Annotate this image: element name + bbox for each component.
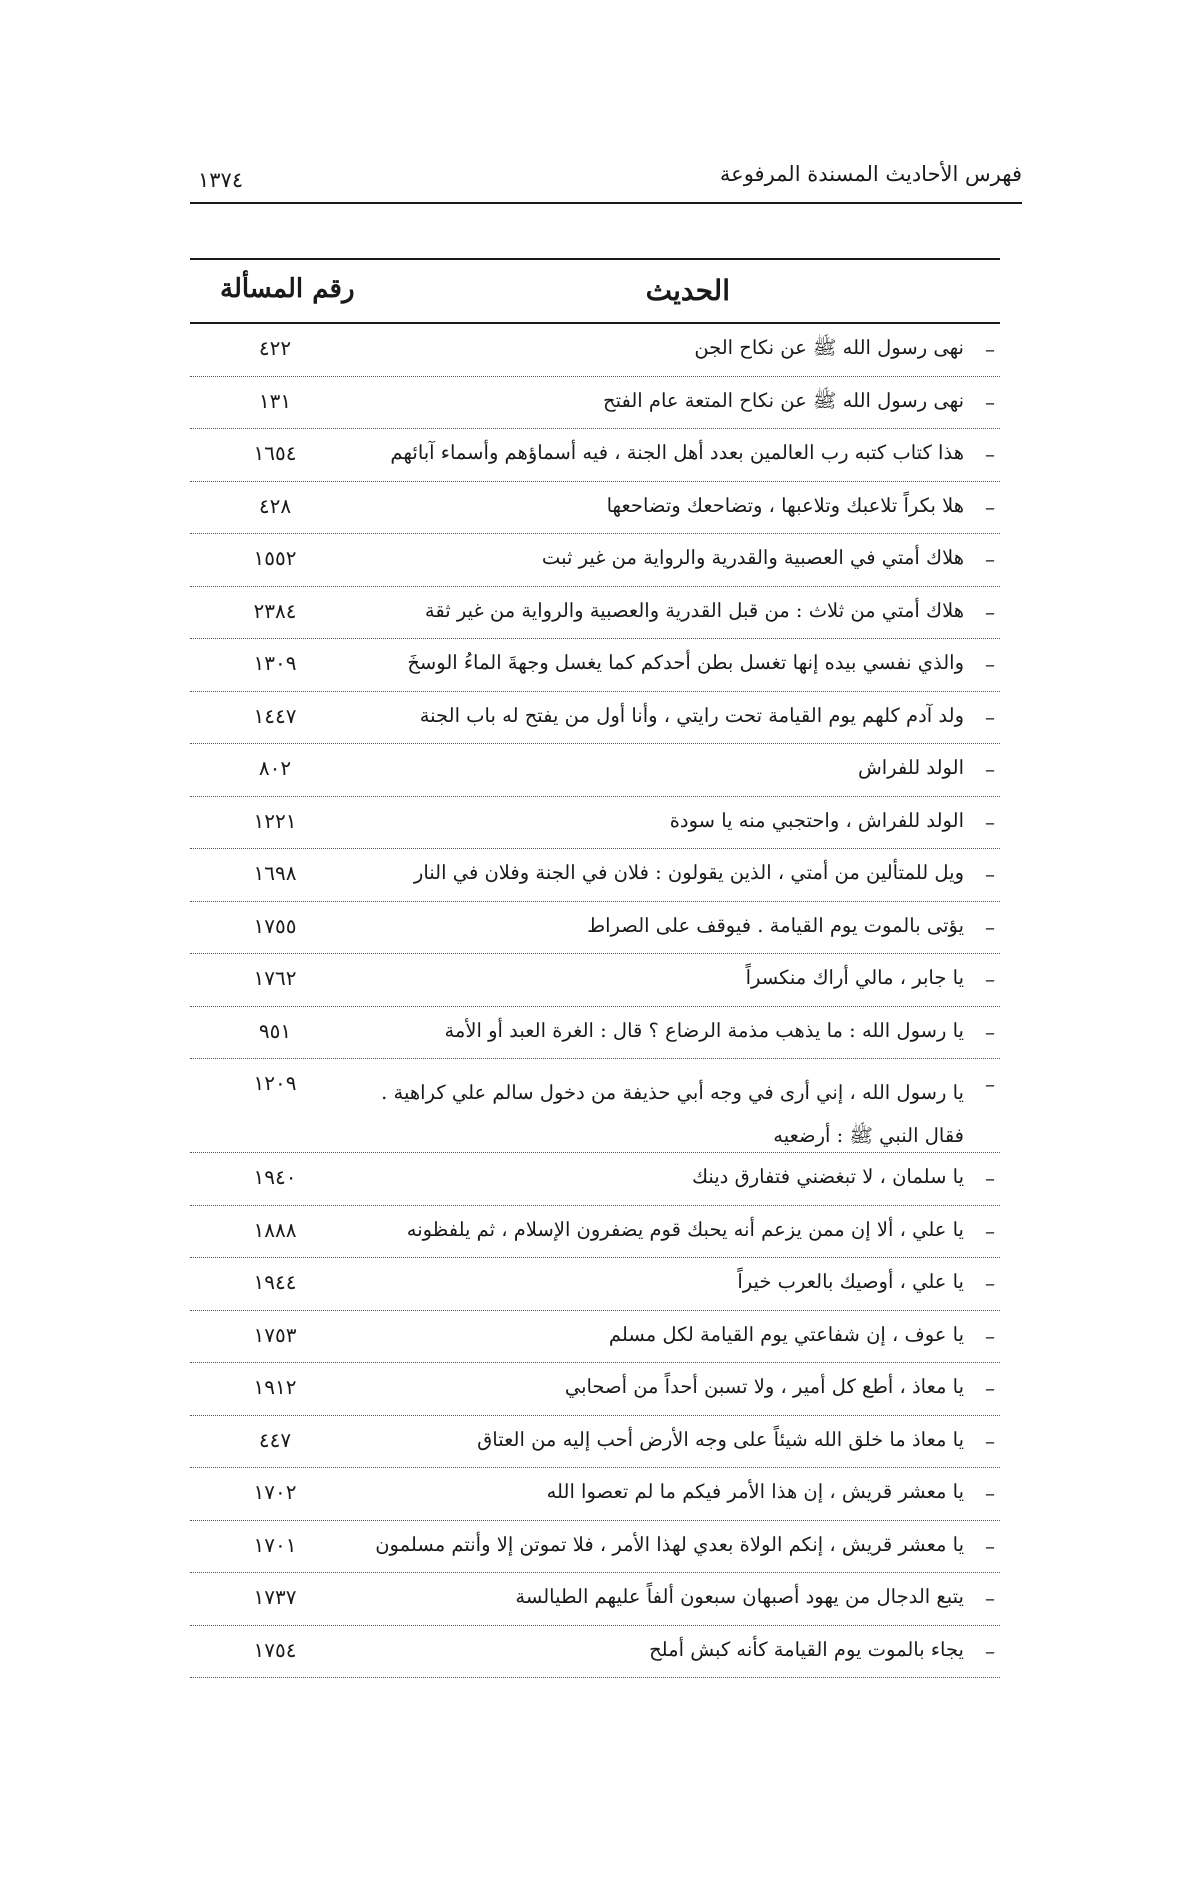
issue-number: ٢٣٨٤ xyxy=(253,598,297,623)
table-row xyxy=(190,587,1000,640)
row-dash: – xyxy=(985,1166,995,1190)
row-dash: – xyxy=(985,1072,995,1096)
table-row xyxy=(190,797,1000,850)
issue-number: ١٤٤٧ xyxy=(253,703,297,728)
hadith-text: يجاء بالموت يوم القيامة كأنه كبش أملح xyxy=(649,1637,964,1661)
issue-number: ١٢٠٩ xyxy=(253,1071,297,1095)
hadith-text: ولد آدم كلهم يوم القيامة تحت رايتي ، وأنا أول من يفتح له باب الجنة xyxy=(419,703,964,727)
hadith-text: يا معشر قريش ، إنكم الولاة بعدي لهذا الأمر ، فلا تموتن إلا وأنتم مسلمون xyxy=(375,1532,964,1556)
hadith-text: يؤتى بالموت يوم القيامة . فيوقف على الصراط xyxy=(587,913,964,937)
table-row xyxy=(190,482,1000,535)
issue-number: ١٦٥٤ xyxy=(253,441,297,465)
hadith-text: نهى رسول الله ﷺ عن نكاح المتعة عام الفتح xyxy=(602,388,964,412)
issue-number: ١٩٤٤ xyxy=(253,1270,297,1294)
table-row xyxy=(190,1363,1000,1416)
issue-number: ١٧٦٢ xyxy=(253,966,297,990)
hadith-text: هلاك أمتي من ثلاث : من قبل القدرية والعصبية والرواية من غير ثقة xyxy=(424,598,964,622)
issue-number: ١٩١٢ xyxy=(253,1375,297,1399)
hadith-text: هلاك أمتي في العصبية والقدرية والرواية من غير ثبت xyxy=(541,546,964,569)
issue-number: ١٧٠٢ xyxy=(253,1480,297,1504)
issue-number: ٩٥١ xyxy=(258,1018,292,1043)
table-row xyxy=(190,1258,1000,1311)
table-row xyxy=(190,1311,1000,1364)
hadith-text: الولد للفراش ، واحتجبي منه يا سودة xyxy=(669,808,964,832)
table-row xyxy=(190,429,1000,482)
row-dash: – xyxy=(985,494,995,519)
hadith-text: والذي نفسي بيده إنها تغسل بطن أحدكم كما يغسل وجهةَ الماءُ الوسخَ xyxy=(407,651,964,674)
issue-number: ٤٢٨ xyxy=(258,493,292,518)
issue-number: ٤٤٧ xyxy=(258,1427,292,1452)
row-dash: – xyxy=(985,1019,995,1044)
table-row xyxy=(190,1626,1000,1679)
table-row xyxy=(190,1468,1000,1521)
row-dash: – xyxy=(985,389,995,414)
issue-number: ١٧٠١ xyxy=(253,1532,297,1557)
table-row xyxy=(190,639,1000,692)
row-dash: – xyxy=(985,757,995,781)
issue-number: ١٧٣٧ xyxy=(253,1585,297,1609)
table-row xyxy=(190,1206,1000,1259)
hadith-text: ويل للمتألين من أمتي ، الذين يقولون : فلان في الجنة وفلان في النار xyxy=(413,861,964,884)
table-row xyxy=(190,692,1000,745)
hadith-text: يا معشر قريش ، إن هذا الأمر فيكم ما لم تعصوا الله xyxy=(546,1480,964,1503)
hadith-text: يا سلمان ، لا تبغضني فتفارق دينك xyxy=(691,1165,964,1188)
hadith-text: يا علي ، أوصيك بالعرب خيراً xyxy=(737,1270,964,1293)
issue-number: ١٢٢١ xyxy=(253,808,297,833)
hadith-text: يا معاذ ما خلق الله شيئاً على وجه الأرض أحب إليه من العتاق xyxy=(477,1427,964,1451)
column-header-hadith: الحديث xyxy=(645,274,730,307)
row-dash: – xyxy=(985,704,995,729)
issue-number: ٨٠٢ xyxy=(258,756,292,780)
row-dash: – xyxy=(985,1586,995,1610)
row-dash: – xyxy=(985,1638,995,1663)
issue-number: ١٣١ xyxy=(258,388,292,413)
table-row xyxy=(190,902,1000,955)
table-row xyxy=(190,1521,1000,1574)
table-row xyxy=(190,534,1000,587)
table-row xyxy=(190,1059,1000,1153)
row-dash: – xyxy=(985,547,995,571)
row-dash: – xyxy=(985,337,995,361)
issue-number: ١٧٥٣ xyxy=(253,1322,297,1347)
table-row xyxy=(190,1007,1000,1060)
row-dash: – xyxy=(985,1323,995,1348)
table-body xyxy=(190,324,1000,1678)
row-dash: – xyxy=(985,1428,995,1453)
row-dash: – xyxy=(985,809,995,834)
issue-number: ١٩٤٠ xyxy=(253,1165,297,1189)
issue-number: ١٣٠٩ xyxy=(253,651,297,675)
hadith-text: الولد للفراش xyxy=(857,756,964,779)
hadith-text: يا علي ، ألا إن ممن يزعم أنه يحبك قوم يضفرون الإسلام ، ثم يلفظونه xyxy=(406,1217,964,1241)
row-dash: – xyxy=(985,1218,995,1243)
row-dash: – xyxy=(985,599,995,624)
page-header xyxy=(190,158,1022,204)
row-dash: – xyxy=(985,862,995,886)
row-dash: – xyxy=(985,914,995,939)
page-number: ١٣٧٤ xyxy=(198,168,244,192)
hadith-text: يا عوف ، إن شفاعتي يوم القيامة لكل مسلم xyxy=(608,1322,964,1346)
table-row xyxy=(190,1416,1000,1469)
hadith-text: يا رسول الله : ما يذهب مذمة الرضاع ؟ قال : الغرة العبد أو الأمة xyxy=(444,1018,964,1042)
row-dash: – xyxy=(985,652,995,676)
table-row xyxy=(190,1153,1000,1206)
table-row xyxy=(190,849,1000,902)
hadith-text: نهى رسول الله ﷺ عن نكاح الجن xyxy=(694,336,964,359)
row-dash: – xyxy=(985,1376,995,1400)
row-dash: – xyxy=(985,1271,995,1295)
hadith-text: يا رسول الله ، إني أرى في وجه أبي حذيفة من دخول سالم علي كراهية . فقال النبي ﷺ : أرضعيه xyxy=(381,1081,964,1147)
table-row xyxy=(190,1573,1000,1626)
hadith-text: هذا كتاب كتبه رب العالمين بعدد أهل الجنة ، فيه أسماؤهم وأسماء آبائهم xyxy=(390,441,964,464)
table-row xyxy=(190,377,1000,430)
issue-number: ٤٢٢ xyxy=(258,336,292,360)
table-header xyxy=(190,260,1000,324)
hadith-text: يا جابر ، مالي أراك منكسراً xyxy=(745,966,964,989)
issue-number: ١٧٥٥ xyxy=(253,913,297,938)
issue-number: ١٨٨٨ xyxy=(253,1217,297,1242)
table-row xyxy=(190,324,1000,377)
issue-number: ١٦٩٨ xyxy=(253,861,297,885)
table-row xyxy=(190,744,1000,797)
hadith-text: يا معاذ ، أطع كل أمير ، ولا تسبن أحداً من أصحابي xyxy=(564,1375,964,1398)
column-header-issue-number: رقم المسألة xyxy=(220,274,355,304)
hadith-index-table xyxy=(190,258,1000,1678)
hadith-text: يتبع الدجال من يهود أصبهان سبعون ألفاً عليهم الطيالسة xyxy=(515,1585,964,1608)
running-title: فهرس الأحاديث المسندة المرفوعة xyxy=(719,162,1022,186)
issue-number: ١٧٥٤ xyxy=(253,1637,297,1662)
row-dash: – xyxy=(985,967,995,991)
row-dash: – xyxy=(985,1481,995,1505)
table-row xyxy=(190,954,1000,1007)
row-dash: – xyxy=(985,442,995,466)
row-dash: – xyxy=(985,1533,995,1558)
hadith-text: هلا بكراً تلاعبك وتلاعبها ، وتضاحعك وتضاحعها xyxy=(606,493,964,517)
issue-number: ١٥٥٢ xyxy=(253,546,297,570)
